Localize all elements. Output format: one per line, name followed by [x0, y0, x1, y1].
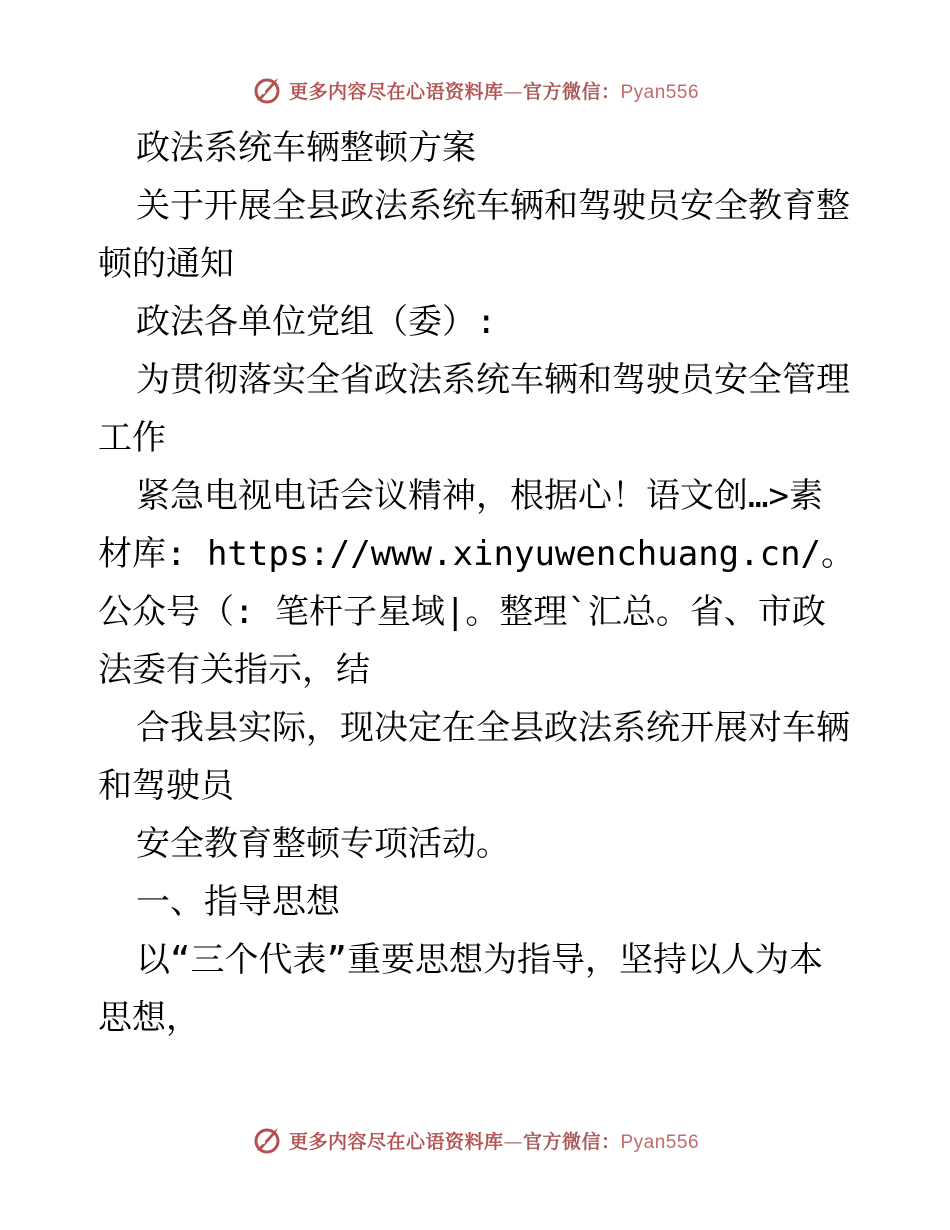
document-title: 政法系统车辆整顿方案: [136, 128, 476, 168]
banner-content: [251, 74, 699, 106]
section-heading: 一、指导思想: [136, 882, 340, 922]
body-paragraph: 为贯彻落实全省政法系统车辆和驾驶员安全管理工作: [98, 360, 850, 458]
notice-title: 关于开展全县政法系统车辆和驾驶员安全教育整顿的通知: [98, 186, 850, 284]
body-paragraph: 合我县实际，现决定在全县政法系统开展对车辆和驾驶员: [98, 708, 850, 806]
footer-watermark-banner: [0, 1120, 950, 1160]
banner-text: 更多内容尽在心语资料库—官方微信：Pyan556: [288, 80, 700, 103]
brush-logo-icon: [251, 1124, 283, 1156]
header-watermark-banner: [0, 70, 950, 110]
body-paragraph: 以“三个代表”重要思想为指导，坚持以人为本思想，: [98, 940, 823, 1038]
document-body: [98, 119, 856, 1047]
body-paragraph: 紧急电视电话会议精神，根据心！语文创…>素材库: https://www.xinyuwenchuang.cn/。公众号（: 笔杆子星域|。整理`汇总。省、市政法委有关指示，结: [98, 476, 856, 690]
body-paragraph: 安全教育整顿专项活动。: [136, 824, 510, 864]
brush-logo-icon: [251, 74, 283, 106]
banner-content: [251, 1124, 699, 1156]
banner-text: 更多内容尽在心语资料库—官方微信：Pyan556: [288, 1130, 700, 1153]
addressee: 政法各单位党组（委）:: [136, 302, 497, 342]
